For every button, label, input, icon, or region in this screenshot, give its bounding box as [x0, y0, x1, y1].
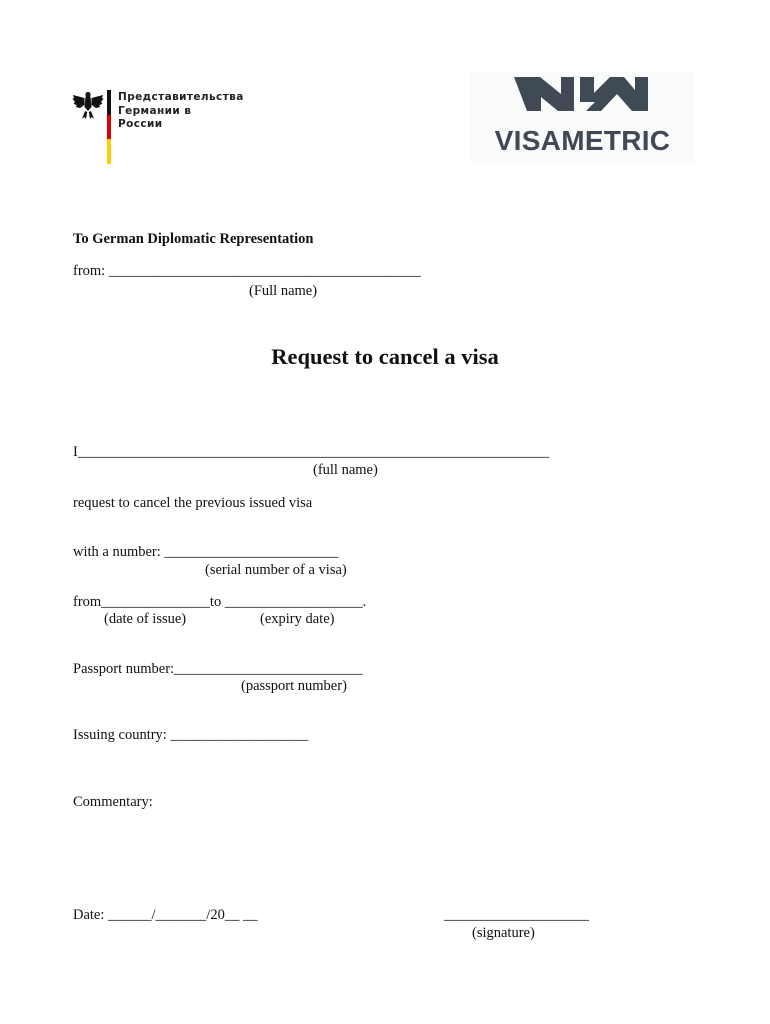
- passport-number-field[interactable]: Passport number:__________________________: [73, 661, 363, 677]
- german-flag-stripe: [107, 90, 111, 164]
- date-field[interactable]: Date: ______/_______/20__ __: [73, 907, 258, 923]
- visametric-wordmark: VISAMETRIC: [494, 125, 671, 156]
- commentary-label: Commentary:: [73, 794, 153, 810]
- signature-field[interactable]: ____________________: [444, 907, 589, 923]
- visametric-mark-icon: [514, 77, 648, 111]
- representation-line-2: Германии в: [118, 104, 192, 117]
- issuing-country-field[interactable]: Issuing country: ___________________: [73, 727, 309, 743]
- applicant-name-caption: (full name): [313, 462, 378, 478]
- visametric-logo: [470, 71, 695, 164]
- passport-number-caption: (passport number): [241, 678, 347, 694]
- addressee-heading: To German Diplomatic Representation: [73, 231, 314, 247]
- visa-number-caption: (serial number of a visa): [205, 562, 347, 578]
- request-statement: request to cancel the previous issued visa: [73, 495, 313, 511]
- from-fullname-caption: (Full name): [249, 283, 318, 299]
- expiry-date-caption: (expiry date): [260, 611, 335, 627]
- representation-name: [118, 91, 244, 132]
- applicant-name-field[interactable]: I_________________________________________________________________: [73, 444, 550, 460]
- from-fullname-field[interactable]: from: ___________________________________________: [73, 263, 421, 279]
- flag-black-segment: [107, 90, 111, 115]
- visa-number-field[interactable]: with a number: ________________________: [73, 544, 339, 560]
- date-of-issue-caption: (date of issue): [104, 611, 187, 627]
- document-title: Request to cancel a visa: [271, 344, 499, 369]
- signature-caption: (signature): [472, 925, 535, 941]
- representation-line-3: России: [118, 118, 163, 130]
- flag-gold-segment: [107, 139, 111, 164]
- flag-red-segment: [107, 115, 111, 140]
- eagle-emblem-icon: [72, 90, 104, 120]
- visa-validity-field[interactable]: from_______________to ___________________.: [73, 594, 367, 610]
- representation-line-1: Представительства: [118, 91, 244, 103]
